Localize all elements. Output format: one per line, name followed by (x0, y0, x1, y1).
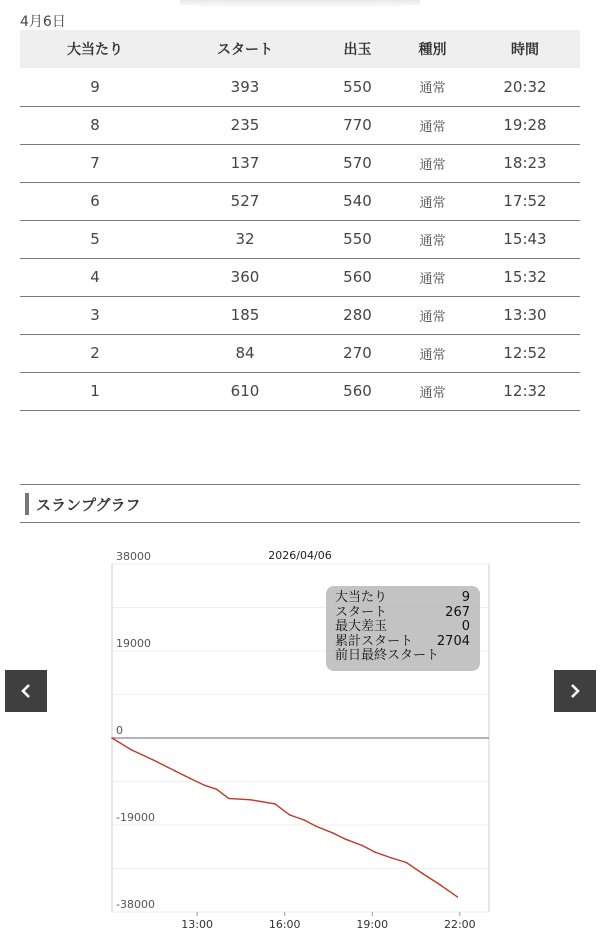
table-row (20, 296, 580, 334)
data-point (316, 826, 318, 828)
prev-day-button[interactable] (5, 670, 47, 712)
cell-payout: 540 (320, 182, 395, 220)
y-tick-label: -19000 (116, 811, 155, 824)
cell-type: 通常 (395, 106, 470, 144)
tooltip-label: スタート (335, 604, 388, 620)
slump-graph (0, 540, 600, 939)
data-point (189, 777, 191, 779)
header-jackpot: 大当たり (20, 30, 170, 68)
data-point (216, 788, 218, 790)
cell-payout: 550 (320, 68, 395, 106)
table-row (20, 220, 580, 258)
cell-jackpot: 1 (20, 372, 170, 410)
tooltip-value: 267 (445, 604, 470, 620)
slump-chart (0, 540, 600, 939)
slump-graph-heading (20, 484, 580, 523)
header-time: 時間 (470, 30, 580, 68)
data-point (423, 873, 425, 875)
cell-payout: 550 (320, 220, 395, 258)
data-point (111, 737, 113, 739)
data-point (131, 749, 133, 751)
cell-payout: 280 (320, 296, 395, 334)
table-row (20, 334, 580, 372)
data-point (174, 770, 176, 772)
data-point (406, 862, 408, 864)
cell-payout: 270 (320, 334, 395, 372)
data-point (374, 851, 376, 853)
table-row (20, 182, 580, 220)
cell-payout: 770 (320, 106, 395, 144)
cell-time: 17:52 (470, 182, 580, 220)
cell-time: 19:28 (470, 106, 580, 144)
data-point (228, 798, 230, 800)
cell-payout: 560 (320, 372, 395, 410)
cell-start: 360 (170, 258, 320, 296)
chart-title: 2026/04/06 (268, 549, 332, 562)
x-tick-label: 22:00 (443, 918, 476, 931)
data-point (274, 803, 276, 805)
heading-accent-bar (25, 493, 29, 515)
tooltip-row (335, 649, 470, 664)
data-point (440, 884, 442, 886)
data-point (250, 799, 252, 801)
cell-jackpot: 3 (20, 296, 170, 334)
chevron-left-icon (18, 683, 34, 699)
tooltip-label: 累計スタート (335, 633, 414, 649)
cell-type: 通常 (395, 258, 470, 296)
header-start: スタート (170, 30, 320, 68)
cell-jackpot: 5 (20, 220, 170, 258)
cell-type: 通常 (395, 334, 470, 372)
header-payout: 出玉 (320, 30, 395, 68)
tooltip-label: 前日最終スタート (335, 648, 440, 663)
table-row (20, 68, 580, 106)
y-tick-label: 19000 (116, 637, 151, 650)
section-title: スランプグラフ (36, 496, 141, 514)
cell-jackpot: 8 (20, 106, 170, 144)
y-tick-label: 38000 (116, 550, 151, 563)
cell-type: 通常 (395, 296, 470, 334)
data-point (391, 857, 393, 859)
top-shadow (180, 0, 420, 8)
cell-time: 20:32 (470, 68, 580, 106)
tooltip-row (335, 635, 470, 650)
cell-payout: 560 (320, 258, 395, 296)
data-point (303, 819, 305, 821)
cell-jackpot: 6 (20, 182, 170, 220)
tooltip-row (335, 620, 470, 635)
chevron-right-icon (567, 683, 583, 699)
table-row (20, 144, 580, 182)
cell-start: 235 (170, 106, 320, 144)
tooltip-value: 2704 (436, 633, 470, 649)
cell-start: 32 (170, 220, 320, 258)
y-tick-label: -38000 (116, 898, 155, 911)
data-point (289, 814, 291, 816)
data-point (153, 759, 155, 761)
cell-type: 通常 (395, 68, 470, 106)
tooltip-value: 0 (461, 619, 470, 634)
x-tick-label: 19:00 (356, 918, 389, 931)
cell-jackpot: 4 (20, 258, 170, 296)
cell-type: 通常 (395, 182, 470, 220)
next-day-button[interactable] (554, 670, 596, 712)
cell-type: 通常 (395, 220, 470, 258)
x-tick-label: 16:00 (268, 918, 301, 931)
table-row (20, 106, 580, 144)
cell-time: 12:32 (470, 372, 580, 410)
cell-start: 137 (170, 144, 320, 182)
cell-type: 通常 (395, 144, 470, 182)
cell-time: 15:43 (470, 220, 580, 258)
cell-type: 通常 (395, 372, 470, 410)
tooltip-row (335, 606, 470, 621)
jackpot-table (20, 30, 580, 411)
cell-start: 185 (170, 296, 320, 334)
table-row (20, 258, 580, 296)
data-point (345, 838, 347, 840)
y-tick-label: 0 (116, 724, 123, 737)
tooltip-row (335, 591, 470, 606)
table-row (20, 372, 580, 410)
cell-time: 12:52 (470, 334, 580, 372)
cell-jackpot: 7 (20, 144, 170, 182)
header-type: 種別 (395, 30, 470, 68)
cell-start: 393 (170, 68, 320, 106)
date-label: 4月6日 (20, 14, 66, 30)
cell-time: 15:32 (470, 258, 580, 296)
cell-start: 610 (170, 372, 320, 410)
table-header-row (20, 30, 580, 68)
cell-start: 84 (170, 334, 320, 372)
tooltip-label: 大当たり (335, 590, 388, 605)
cell-payout: 570 (320, 144, 395, 182)
cell-time: 13:30 (470, 296, 580, 334)
series-line (112, 738, 457, 897)
cell-jackpot: 2 (20, 334, 170, 372)
data-point (333, 832, 335, 834)
chart-tooltip (326, 586, 480, 671)
data-point (204, 784, 206, 786)
data-point (457, 896, 459, 898)
tooltip-label: 最大差玉 (335, 619, 388, 634)
cell-jackpot: 9 (20, 68, 170, 106)
cell-start: 527 (170, 182, 320, 220)
data-point (362, 845, 364, 847)
cell-time: 18:23 (470, 144, 580, 182)
x-tick-label: 13:00 (181, 918, 213, 931)
tooltip-value: 9 (461, 590, 470, 605)
